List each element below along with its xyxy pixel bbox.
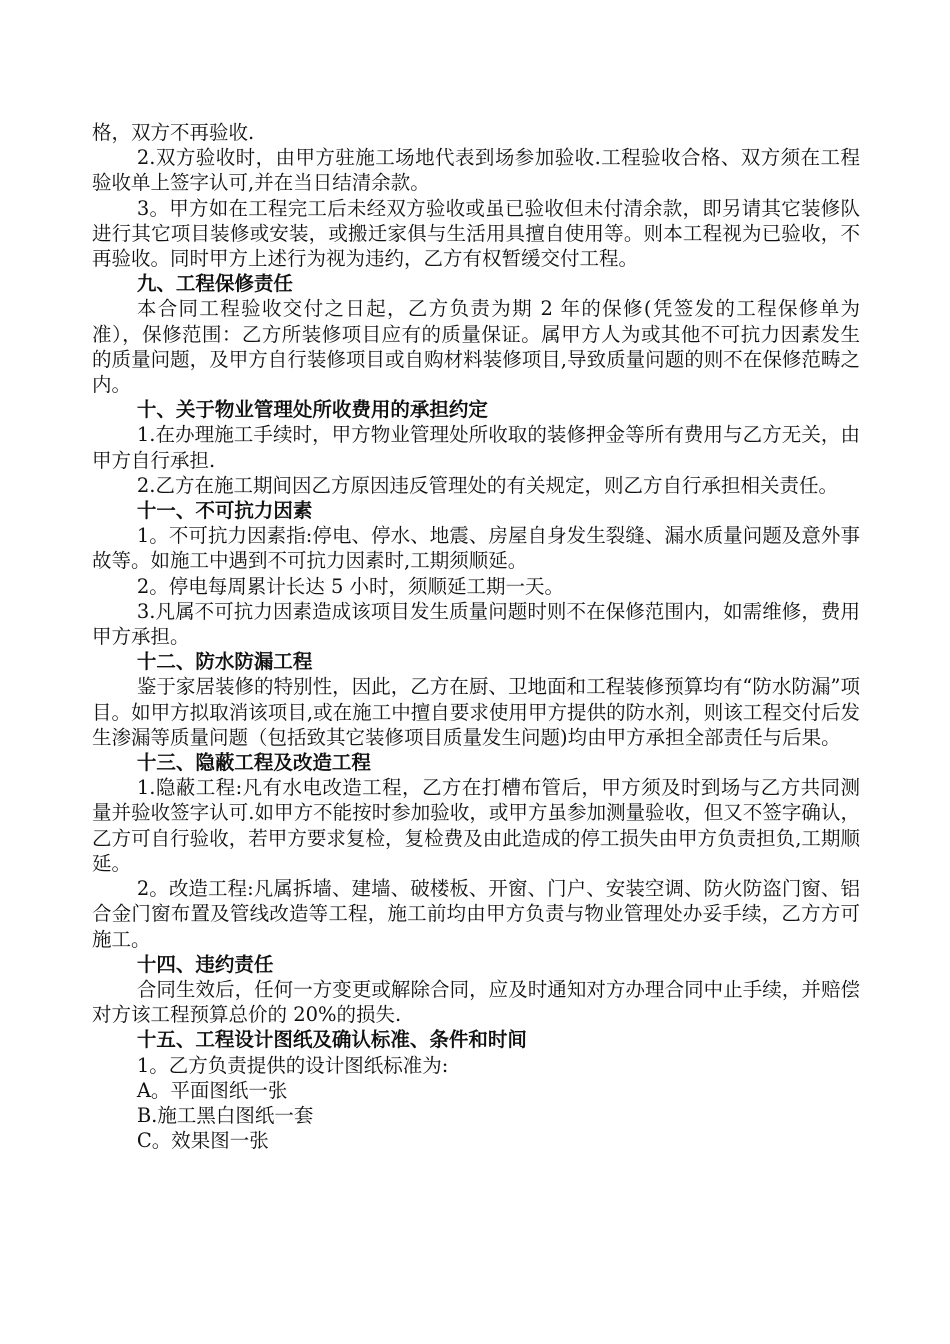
section-heading-9: 九、工程保修责任 [136,272,293,296]
paragraph-property-fees-2: 2.乙方在施工期间因乙方原因违反管理处的有关规定，则乙方自行承担相关责任。 [136,473,838,497]
list-item-drawing-c: C。效果图一张 [136,1129,269,1153]
section-heading-11: 十一、不可抗力因素 [136,499,313,523]
document-page [92,120,860,1153]
paragraph-force-majeure-2: 2。停电每周累计长达 5 小时，须顺延工期一天。 [136,574,565,598]
paragraph-acceptance-2: 2.双方验收时，由甲方驻施工场地代表到场参加验收.工程验收合格、双方须在工程验收单上签字认可,并在当日结清余款。 [92,146,860,195]
section-heading-10: 十、关于物业管理处所收费用的承担约定 [136,398,488,422]
paragraph-property-fees-1: 1.在办理施工手续时，甲方物业管理处所收取的装修押金等所有费用与乙方无关，由甲方自行承担. [92,423,860,472]
paragraph-acceptance-3: 3。甲方如在工程完工后未经双方验收或虽已验收但未付清余款，即另请其它装修队进行其它项目装修或安装，或搬迁家俱与生活用具擅自使用等。则本工程视为已验收，不再验收。同时甲方上述行为视为违约，乙方有权暂缓交付工程。 [92,196,860,271]
paragraph-renovation-works: 2。改造工程:凡属拆墙、建墙、破楼板、开窗、门户、安装空调、防火防盗门窗、铝合金门窗布置及管线改造等工程，施工前均由甲方负责与物业管理处办妥手续，乙方方可施工。 [92,877,860,951]
section-heading-13: 十三、隐蔽工程及改造工程 [136,751,371,775]
paragraph-breach: 合同生效后，任何一方变更或解除合同，应及时通知对方办理合同中止手续，并赔偿对方该工程预算总价的 20%的损失. [92,977,860,1027]
paragraph-force-majeure-1: 1。不可抗力因素指:停电、停水、地震、房屋自身发生裂缝、漏水质量问题及意外事故等。如施工中遇到不可抗力因素时,工期须顺延。 [92,524,860,573]
paragraph-drawing-standard: 1。乙方负责提供的设计图纸标准为: [136,1053,449,1077]
list-item-drawing-a: A。平面图纸一张 [136,1078,288,1102]
paragraph-warranty: 本合同工程验收交付之日起，乙方负责为期 2 年的保修(凭签发的工程保修单为准），保修范围：乙方所装修项目应有的质量保证。属甲方人为或其他不可抗力因素发生的质量问题，及甲方自行装修项目或自购材料装修项目,导致质量问题的则不在保修范畴之内。 [92,297,860,397]
paragraph-force-majeure-3: 3.凡属不可抗力因素造成该项目发生质量问题时则不在保修范围内，如需维修，费用甲方承担。 [92,599,860,649]
paragraph-concealed-works: 1.隐蔽工程:凡有水电改造工程，乙方在打槽布管后，甲方须及时到场与乙方共同测量并验收签字认可.如甲方不能按时参加验收，或甲方虽参加测量验收，但又不签字确认，乙方可自行验收，若甲方要求复检，复检费及由此造成的停工损失由甲方负责担负,工期顺延。 [92,776,860,875]
paragraph-continuation: 格，双方不再验收. [92,121,255,144]
section-heading-12: 十二、防水防漏工程 [136,650,313,674]
section-heading-15: 十五、工程设计图纸及确认标准、条件和时间 [136,1028,527,1052]
section-heading-14: 十四、违约责任 [136,952,274,976]
paragraph-waterproofing: 鉴于家居装修的特别性，因此，乙方在厨、卫地面和工程装修预算均有“防水防漏”项目。如甲方拟取消该项目,或在施工中擅自要求使用甲方提供的防水剂，则该工程交付后发生渗漏等质量问题（包括致其它装修项目质量发生问题)均由甲方承担全部责任与后果。 [92,675,860,749]
list-item-drawing-b: B.施工黑白图纸一套 [136,1103,314,1127]
